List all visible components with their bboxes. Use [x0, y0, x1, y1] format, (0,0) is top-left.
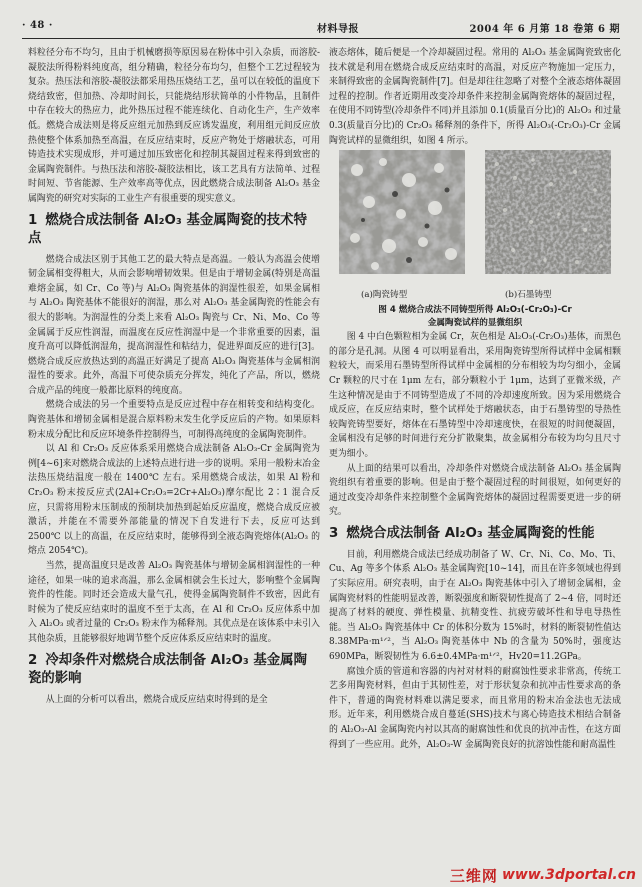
paragraph: 从上面的分析可以看出，燃烧合成反应结束时得到的是全: [45, 694, 268, 705]
page-number: · 48 ·: [22, 20, 53, 31]
micrograph-ceramic-mold: [339, 150, 465, 274]
issue-info: 2004 年 6 月第 18 卷第 6 期: [469, 24, 620, 35]
journal-name: 材料导报: [317, 24, 359, 35]
section-3-number: 3: [329, 525, 339, 541]
paragraph: 液态熔体，随后便是一个冷却凝固过程。常用的 Al₂O₃ 基金属陶瓷致密化技术就是利用在燃烧合成反应结束时的高温，对反应产物施加一定压力，来制得致密的金属陶瓷制件[7]。但是却往往忽略了对整个全液态熔体凝固过程的控制。作者近期用改变冷却条件来控制金属陶瓷熔体的凝固过程，在使用不同铸型(冷却条件不同)并且添加 0.1(质量百分比)的 Al₂O₃ 和过量 0.3(质量百分比)的 Cr₂O₃ 稀释剂的条件下，所得 Al₂O₃(-Cr₂O₃)-Cr 金属陶瓷试样的显微组织，如图 4 所示。: [329, 48, 621, 146]
section-1-heading: [28, 212, 320, 248]
running-header: [22, 20, 620, 38]
figure-4: [329, 150, 621, 329]
paragraph: 目前，利用燃烧合成法已经成功制备了 W、Cr、Ni、Co、Mo、Ti、Cu、Ag 等多个体系 Al₂O₃ 基金属陶瓷[10~14]，而且在许多领域也得到了实际应用。研究表明，由于在 Al₂O₃ 陶瓷基体中引入了增韧金属相，金属陶瓷材料的性能明显改善，断裂强度和断裂韧性提高了 2~4 倍，同时还提高了材料的硬度、弹性模量、抗精变性、抗疲劳破坏性和导电导热性能。当 Al₂O₃ 陶瓷基体中 Cr 的体积分数为 15%时，材料的断裂韧性值达 8.38MPa·m¹ᐟ²，当 Al₂O₃ 陶瓷基体中 Nb 的含量为 50%时，强度达 690MPa，断裂韧性为 6.6±0.4MPa·m¹ᐟ²，Hv20=11.2GPa。: [329, 549, 621, 663]
figure-caption-line-2: 金属陶瓷试样的显微组织: [427, 318, 523, 329]
paragraph: 腐蚀介质的管道和容器的内衬对材料的耐腐蚀性要求非常高，传统工艺多用陶瓷材料，但由于其韧性差，对于形状复杂和抗冲击性要求高的条件下，普通的陶瓷材料难以满足要求，而且常用的粉末冶金法也无法成形。近年来，利用燃烧合成自蔓延(SHS)技术与离心铸造技术相结合制备的 Al₂O₃-Al 金属陶瓷内衬以其高的耐腐蚀性和优良的抗冲击性，在这方面得到了一些应用。此外，Al₂O₃-W 金属陶瓷良好的抗溶蚀性能和耐高温性: [329, 666, 621, 750]
paragraph: 燃烧合成法区别于其他工艺的最大特点是高温。一般认为高温会使增韧金属相变得粗大，从而会影响增韧效果。但是由于增韧金属(特别是高温难熔金属，如 Cr、Co 等)与 Al₂O₃ 陶瓷基体的润湿性很差，如果金属相与 Al₂O₃ 陶瓷基体不能很好的润湿，那么对 Al₂O₃ 基金属陶瓷的性能会有很大的影响。为润湿性的分类上来看 Al₂O₃ 陶瓷与 Cr、Ni、Mo、Co 等金属属于反应性润湿，而温度在反应性润湿中是一个非常重要的因素，温度升高可以降低润湿角，提高润湿性和粘结力，促进界面反应的进行[3]。燃烧合成反应放热达到的高温正好满足了提高 Al₂O₃ 陶瓷基体与金属相润湿性的要求。此外，高温下可使杂质充分挥发，纯化了产品，所以，燃烧合成产品的纯度一般都比原料的纯度高。: [28, 254, 320, 396]
figure-caption-line-1: 图 4 燃烧合成法不同铸型所得 Al₂O₃(-Cr₂O₃)-Cr: [378, 305, 572, 316]
paragraph: 从上面的结果可以看出，冷却条件对燃烧合成法制备 Al₂O₃ 基金属陶瓷组织有着重要的影响。但是由于整个凝固过程的时间很短，如何更好的通过改变冷却条件来控制整个金属陶瓷熔体的凝固过程需要更进一步的研究。: [329, 463, 621, 518]
figure-caption: [329, 304, 621, 330]
left-column: [28, 46, 320, 859]
watermark: [450, 865, 636, 885]
section-1-number: 1: [28, 212, 38, 228]
micrograph-graphite-mold: [485, 150, 611, 274]
section-3-heading: [329, 525, 621, 543]
subcaption-b: (b)石墨铸型: [505, 290, 552, 301]
section-2-heading: [28, 652, 320, 688]
paragraph: 以 Al 和 Cr₂O₃ 反应体系采用燃烧合成法制备 Al₂O₃-Cr 金属陶瓷为例[4~6]来对燃烧合成法的上述特点进行进一步的说明。采用一般粉末冶金法热压烧结温度一般在 1400℃ 左右。采用燃烧合成法，如果 Al 粉和 Cr₂O₃ 粉末按反应式(2Al+Cr₂O₃=2Cr+Al₂O₃)摩尔配比 2∶1 混合反应，只需将用粉末压制成的预制块加热到起始反应温度，燃烧合成反应被激活，并能在不需要外部能量的情况下自发进行下去，反应可达到 2500℃ 以上的高温，在反应结束时，能够得到全液态陶瓷熔体(Al₂O₃ 的熔点 2054℃)。: [28, 444, 320, 557]
watermark-url: www.3dportal.cn: [501, 867, 636, 883]
paragraph: 图 4 中白色颗粒相为金属 Cr，灰色相是 Al₂O₃(-Cr₂O₃)基体，而黑色的部分是孔洞。从图 4 可以明显看出，采用陶瓷铸型所得试样中金属相颗粒较大，而采用石墨铸型所得试样中金属相的分布相较为均匀细小，金属 Cr 颗粒的尺寸在 1μm 左右，部分颗粒小于 1μm，达到了亚微米级，产生这种情况是由于不同铸型造成了不同的冷却速度所致。因为采用燃烧合成反应，在反应结束时，整个试样处于熔融状态，由于石墨铸型的导热性较陶瓷铸型要好，熔体在石墨铸型中冷却速度快，在很短的时间便凝固，金属相没有足够的时间进行充分扩散聚集，故金属相分布较为均匀且尺寸更为细小。: [329, 332, 621, 459]
subcaption-a: (a)陶瓷铸型: [361, 290, 408, 301]
right-column: [329, 46, 621, 859]
section-2-number: 2: [28, 652, 38, 668]
paragraph: 当然，提高温度只是改善 Al₂O₃ 陶瓷基体与增韧金属相润湿性的一种途径，如果一味的追求高温，那么金属相就会生长过大，影响整个金属陶瓷件的性能。同时还会造成大量气孔，使得金属陶瓷制件不致密，因此有时候为了使反应结束时的温度不至于太高，在 Al 和 Cr₂O₃ 反应体系中加入 Al₂O₃ 或者过量的 Cr₂O₃ 粉末作为稀释剂。其优点是在该体系中未引入其他杂质，且能够很好地调节整个反应体系反应结束时的温度。: [28, 561, 320, 644]
watermark-logo: 三维网: [449, 866, 498, 885]
paragraph: 燃烧合成法的另一个重要特点是反应过程中存在相转变和结构变化。陶瓷基体和增韧金属相是混合原料粉末发生化学反应后的产物。如果原料粉末成分配比和反应环境条件控制得当，可制得高纯度的金属陶瓷制件。: [28, 400, 320, 440]
section-2-title: 冷却条件对燃烧合成法制备 Al₂O₃ 基金属陶瓷的影响: [28, 652, 307, 686]
header-rule: [22, 38, 620, 39]
intro-paragraph: 料粒径分布不均匀，且由于机械磨损等原因易在粉体中引入杂质，而溶胶-凝胶法所得粉料纯度高，组分精确，粒径分布均匀，但整个工艺过程较为复杂。热压法和溶胶-凝胶法都采用热压烧结工艺，虽可以在较低的温度下烧结致密，但加热、冷却时间长，只能烧结形状简单的小件物品，且制件中存在较大的热应力，此外热压过程不能连续化、自动化生产，生产效率低。燃烧合成法则是将反应组元加热到反应诱发温度，利用组元间反应放热使整个体系加热至高温，在反应结束时，反应产物处于熔融状态，可用铸造技术实现成形，并可通过加压致密化和控制其凝固过程来得到致密的金属陶瓷制件。与热压法和溶胶-凝胶法相比，该工艺具有方法简单、过程时间短、节省能源、生产效率高等优点，因此燃烧合成法制备 Al₂O₃ 基金属陶瓷的研究对实际的工业生产有很重要的现实意义。: [28, 48, 320, 204]
section-3-title: 燃烧合成法制备 Al₂O₃ 基金属陶瓷的性能: [346, 525, 595, 541]
section-1-title: 燃烧合成法制备 Al₂O₃ 基金属陶瓷的技术特点: [28, 212, 307, 246]
